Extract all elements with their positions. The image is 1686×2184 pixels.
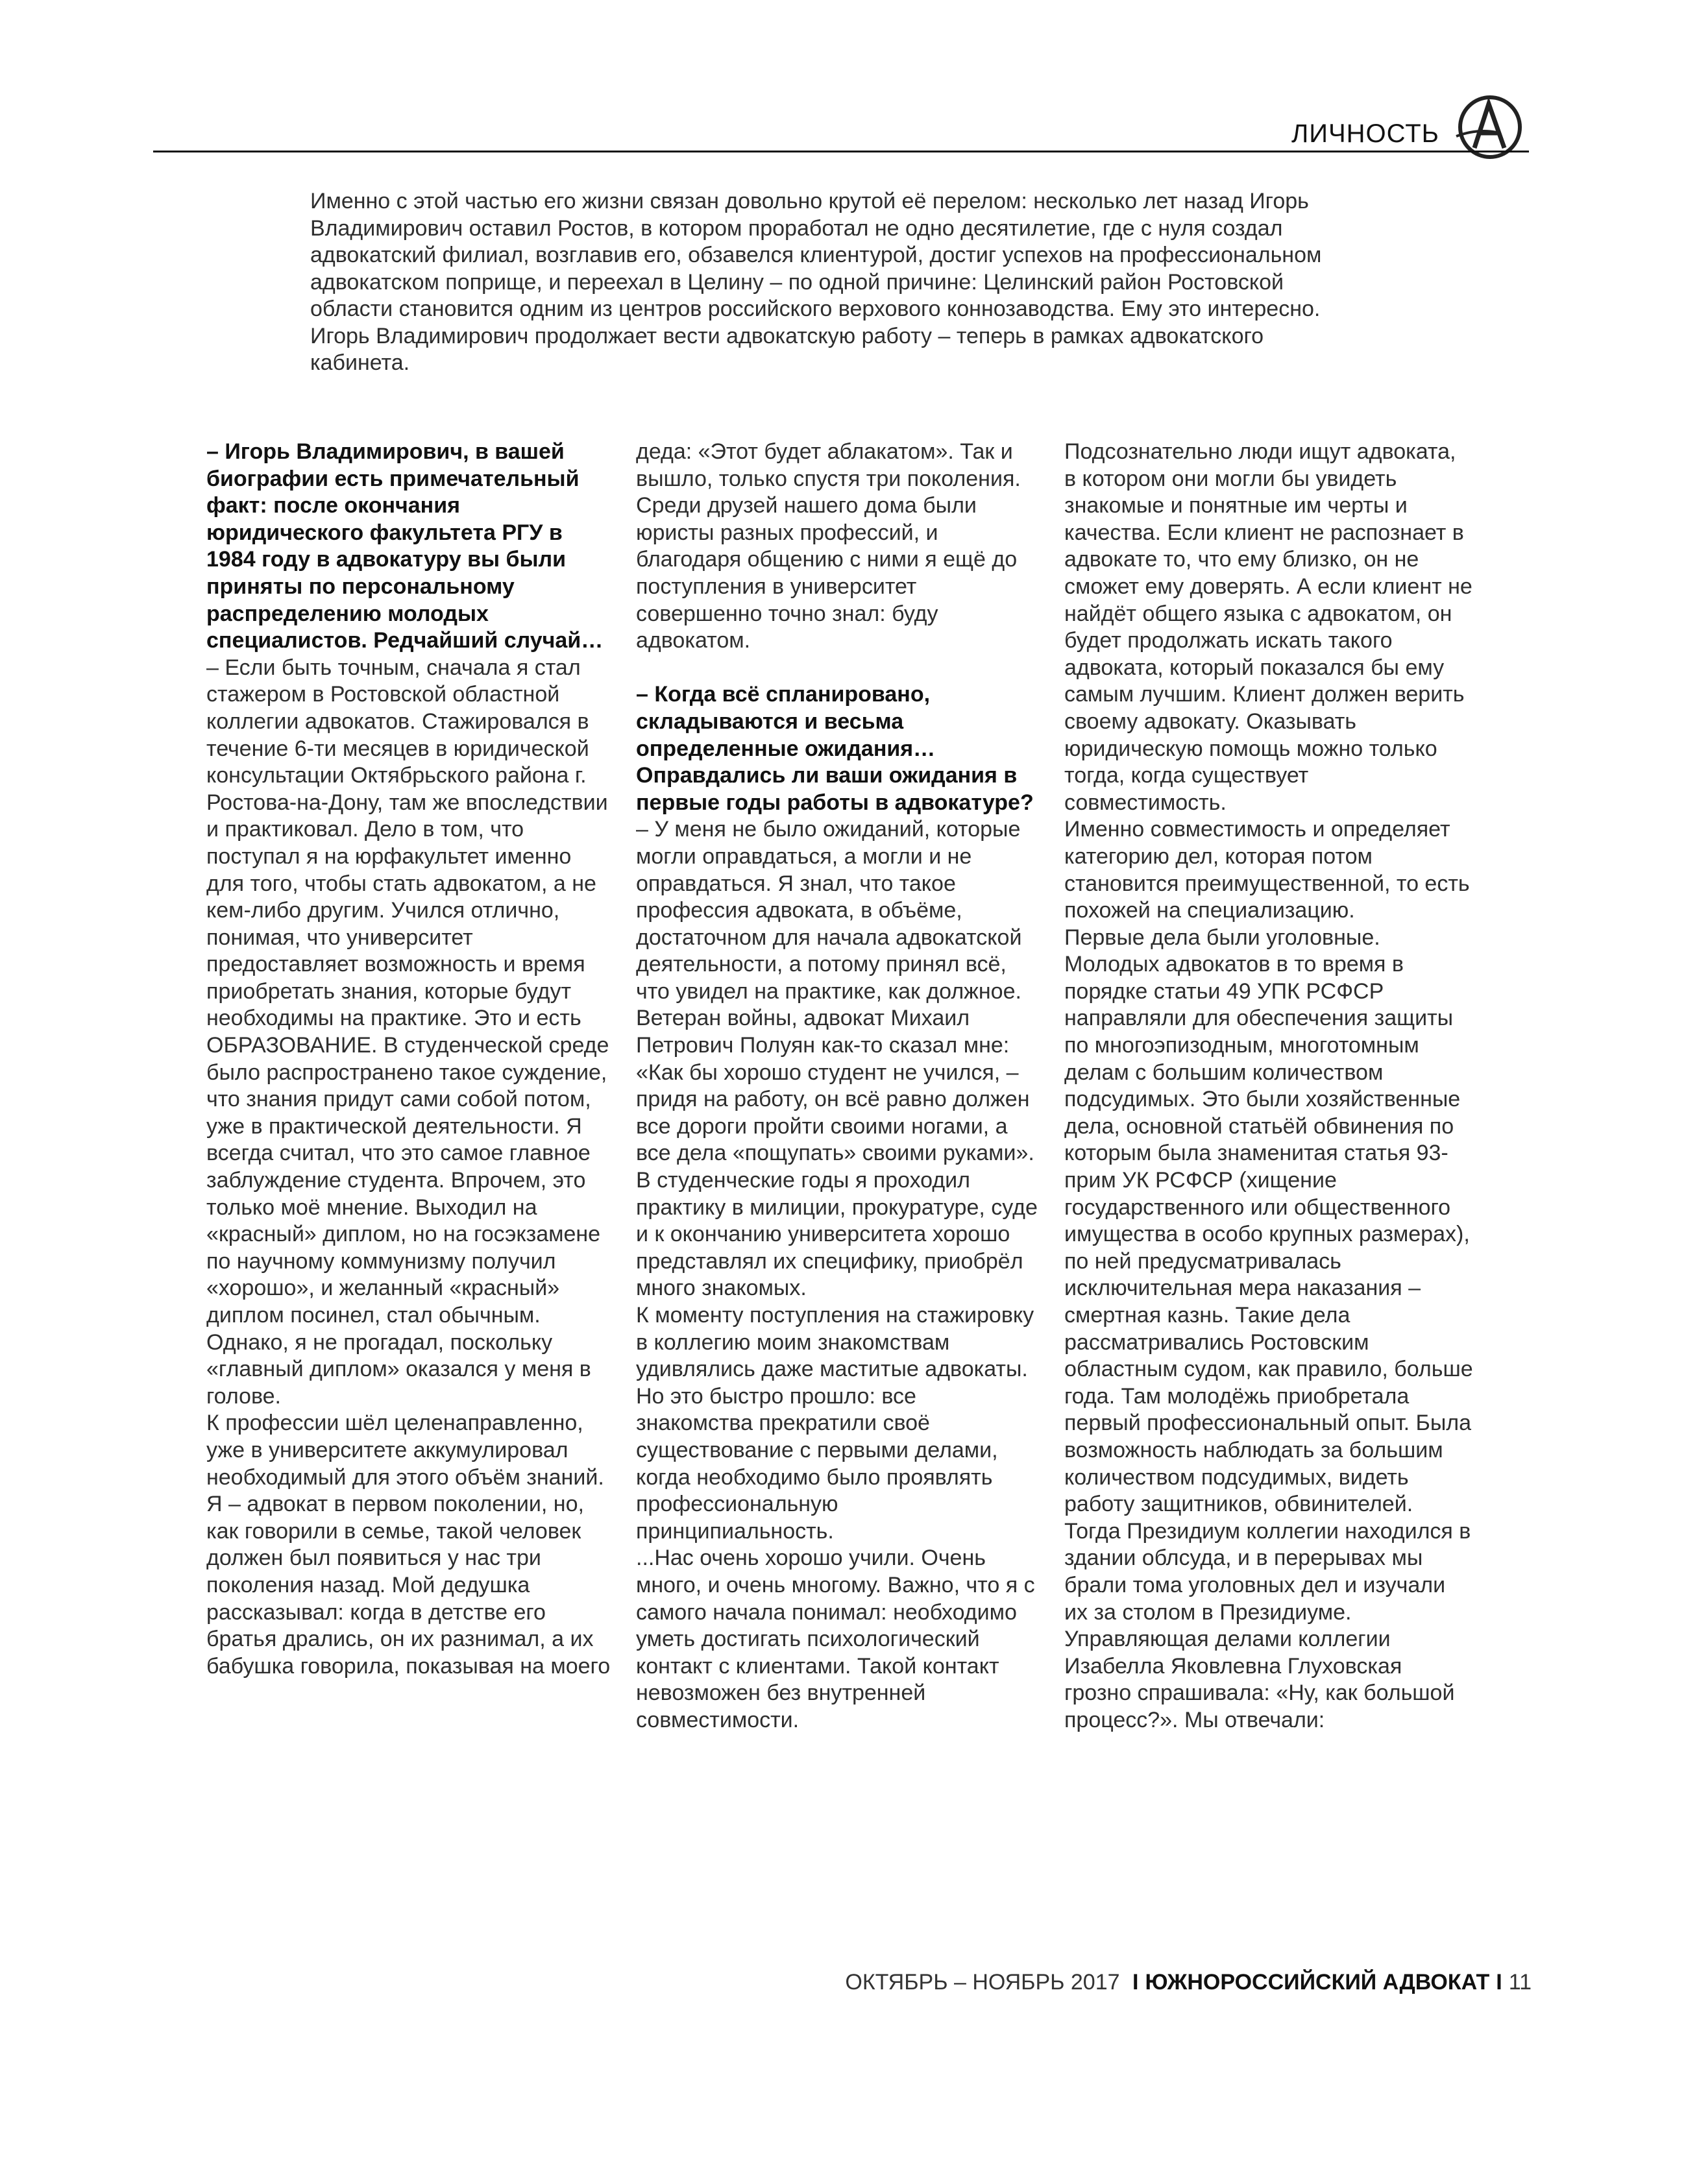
- interview-question-1: – Игорь Владимирович, в вашей биографии есть примечательный факт: после окончания юридического факультета РГУ в 1984 году в адвокатуру вы были приняты по персональному распределению молодых специалистов. Редчайший случай…: [206, 439, 604, 653]
- intro-paragraph: [310, 188, 1336, 377]
- answer-paragraph: К моменту поступления на стажировку в коллегию моим знакомствам удивлялись даже маститые адвокаты. Но это быстро прошло: все знакомства прекратили своё существование с первыми делами, когда необходимо было проявлять профессиональную принципиальность.: [636, 1303, 1034, 1544]
- answer-paragraph: К профессии шёл целенаправленно, уже в университете аккумулировал необходимый для этого объём знаний. Я – адвокат в первом поколении, но, как говорили в семье, такой человек должен был появиться у нас три поколения назад. Мой дедушка рассказывал: когда в детстве его братья дрались, он их разнимал, а их бабушка говорила, показывая на моего: [206, 1411, 611, 1679]
- intro-text-1: Именно с этой частью его жизни связан довольно крутой её перелом: несколько лет назад Игорь Владимирович оставил Ростов, в котором проработал не одно десятилетие, где с нуля создал адвокатский филиал, возглавив его, обзавелся клиентурой, достиг успехов на профессиональном адвокатском поприще, и переехал в Целину – по одной причине: Целинский район Ростовской области становится одним из центров российского верхового коннозаводства. Ему это интересно.: [310, 189, 1322, 321]
- article-column-2: [636, 439, 1038, 1963]
- logo-letter: А: [1489, 145, 1490, 146]
- magazine-name: ЮЖНОРОССИЙСКИЙ АДВОКАТ: [1145, 1970, 1490, 1995]
- article-column-1: [206, 439, 611, 1963]
- answer-paragraph: Среди друзей нашего дома были юристы разных профессий, и благодаря общению с ними я ещё до поступления в университет совершенно точно знал: буду адвокатом.: [636, 493, 1018, 653]
- intro-text-2: Игорь Владимирович продолжает вести адвокатскую работу – теперь в рамках адвокатского кабинета.: [310, 323, 1264, 375]
- answer-paragraph: Именно совместимость и определяет категорию дел, которая потом становится преимущественной, то есть похожей на специализацию.: [1064, 817, 1470, 923]
- article-column-3: [1064, 439, 1473, 1963]
- answer-paragraph: Подсознательно люди ищут адвоката, в котором они могли бы увидеть знакомые и понятные им черты и качества. Если клиент не распознает в адвокате то, что ему близко, он не сможет ему доверять. А если клиент не найдёт общего языка с адвокатом, он будет продолжать искать такого адвоката, который показался бы ему самым лучшим. Клиент должен верить своему адвокату. Оказывать юридическую помощь можно только тогда, когда существует совместимость.: [1064, 439, 1472, 815]
- answer-paragraph: деда: «Этот будет аблакатом». Так и вышло, только спустя три поколения.: [636, 439, 1021, 491]
- answer-paragraph: – У меня не было ожиданий, которые могли оправдаться, а могли и не оправдаться. Я знал, что такое профессия адвоката, в объёме, достаточном для начала адвокатской деятельности, а потому принял всё, что увидел на практике, как должное. Ветеран войны, адвокат Михаил Петрович Полуян как-то сказал мне: «Как бы хорошо студент не учился, – придя на работу, он всё равно должен все дороги пройти своими ногами, а все дела «пощупать» своими руками». В студенческие годы я проходил практику в милиции, прокуратуре, суде и к окончанию университета хорошо представлял их специфику, приобрёл много знакомых.: [636, 817, 1038, 1301]
- interview-question-2: – Когда всё спланировано, складываются и весьма определенные ожидания… Оправдались ли ваши ожидания в первые годы работы в адвокатуре?: [636, 682, 1034, 815]
- answer-paragraph: ...Нас очень хорошо учили. Очень много, и очень многому. Важно, что я с самого начала понимал: необходимо уметь достигать психологический контакт с клиентами. Такой контакт невозможен без внутренней совместимости.: [636, 1546, 1035, 1732]
- page-number: 11: [1508, 1970, 1532, 1995]
- answer-paragraph: Первые дела были уголовные. Молодых адвокатов в то время в порядке статьи 49 УПК РСФСР направляли для обеспечения защиты по многоэпизодным, многотомным делам с большим количеством подсудимых. Это были хозяйственные дела, основной статьёй обвинения по которым была знаменитая статья 93-прим УК РСФСР (хищение государственного или общественного имущества в особо крупных размерах), по ней предусматривалась исключительная мера наказания – смертная казнь. Такие дела рассматривались Ростовским областным судом, как правило, больше года. Там молодёжь приобретала первый профессиональный опыт. Была возможность наблюдать за большим количеством подсудимых, видеть работу защитников, обвинителей. Тогда Президиум коллегии находился в здании облсуда, и в перерывах мы брали тома уголовных дел и изучали их за столом в Президиуме. Управляющая делами коллегии Изабелла Яковлевна Глуховская грозно спрашивала: «Ну, как большой процесс?». Мы отвечали:: [1064, 925, 1473, 1732]
- footer-separator: I: [1132, 1970, 1139, 1995]
- issue-date: ОКТЯБРЬ – НОЯБРЬ 2017: [845, 1970, 1120, 1995]
- section-title: ЛИЧНОСТЬ: [1291, 119, 1439, 148]
- header-rule: [153, 151, 1529, 152]
- footer-separator: I: [1496, 1970, 1502, 1995]
- page-footer: [845, 1966, 1532, 1998]
- answer-paragraph: – Если быть точным, сначала я стал стажером в Ростовской областной коллегии адвокатов. Стажировался в течение 6-ти месяцев в юридической консультации Октябрьского района г. Ростова-на-Дону, там же впоследствии и практиковал. Дело в том, что поступал я на юрфакультет именно для того, чтобы стать адвокатом, а не кем-либо другим. Учился отлично, понимая, что университет предоставляет возможность и время приобретать знания, которые будут необходимы на практике. Это и есть ОБРАЗОВАНИЕ. В студенческой среде было распространено такое суждение, что знания придут сами собой потом, уже в практической деятельности. Я всегда считал, что это самое главное заблуждение студента. Впрочем, это только моё мнение. Выходил на «красный» диплом, но на госэкзамене по научному коммунизму получил «хорошо», и желанный «красный» диплом посинел, стал обычным. Однако, я не прогадал, поскольку «главный диплом» оказался у меня в голове.: [206, 655, 609, 1409]
